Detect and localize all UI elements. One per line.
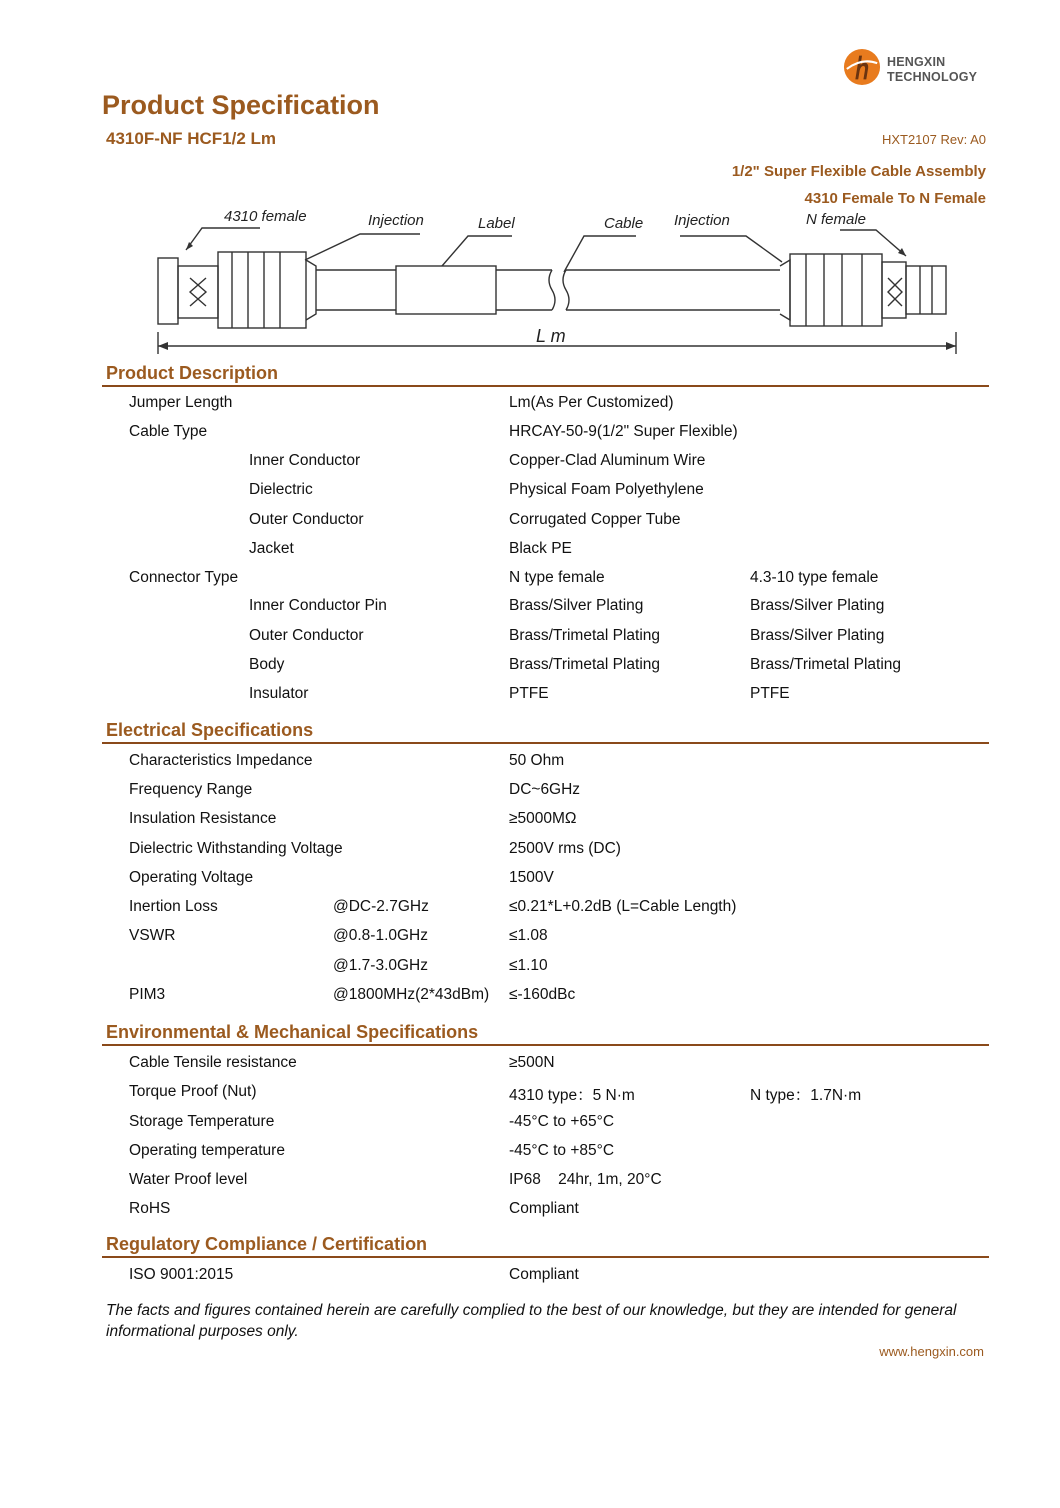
table-row (0, 394, 1060, 423)
spec-name: Dielectric Withstanding Voltage (129, 840, 343, 857)
spec-name: Insulator (249, 685, 309, 702)
cable-break-right (563, 270, 569, 310)
table-row (0, 569, 1060, 598)
model-number: 4310F-NF HCF1/2 Lm (106, 129, 277, 148)
section-title: Electrical Specifications (106, 720, 314, 740)
spec-value: Compliant (509, 1266, 579, 1283)
spec-name: Cable Tensile resistance (129, 1054, 297, 1071)
spec-name: RoHS (129, 1200, 171, 1217)
spec-value: Lm(As Per Customized) (509, 394, 674, 411)
table-row (0, 540, 1060, 569)
table-row (0, 840, 1060, 869)
hengxin-logo-icon (843, 48, 881, 86)
spec-value: 1500V (509, 869, 554, 886)
spec-value: Brass/Trimetal Plating (509, 656, 661, 673)
table-row (0, 627, 1060, 656)
right-connector-body (790, 254, 882, 326)
section-electrical-specifications (102, 718, 989, 744)
table-row (0, 869, 1060, 898)
spec-name: Inner Conductor Pin (249, 597, 387, 614)
spec-name: Characteristics Impedance (129, 752, 313, 769)
cable-break-left (549, 270, 555, 310)
label-sleeve (396, 266, 496, 314)
table-row (0, 597, 1060, 626)
spec-condition: @1.7-3.0GHz (333, 957, 428, 974)
table-row (0, 685, 1060, 714)
spec-value: ≤-160dBc (509, 986, 576, 1003)
spec-value: ≥500N (509, 1054, 555, 1071)
spec-value-2: N type：1.7N·m (750, 1087, 862, 1104)
drawing-label-injection-right: Injection (674, 212, 730, 229)
spec-name: Connector Type (129, 569, 239, 586)
spec-value: 2500V rms (DC) (509, 840, 621, 857)
product-subtitle-2: 4310 Female To N Female (804, 190, 986, 207)
spec-value: Corrugated Copper Tube (509, 511, 681, 528)
drawing-label-n-female: N female (806, 211, 867, 228)
spec-value-2: Brass/Trimetal Plating (750, 656, 902, 673)
table-row (0, 452, 1060, 481)
spec-name: Insulation Resistance (129, 810, 277, 827)
spec-name: Cable Type (129, 423, 208, 440)
section-title: Regulatory Compliance / Certification (106, 1234, 428, 1254)
left-connector-front (158, 258, 178, 324)
section-product-description (102, 361, 989, 387)
spec-condition: @DC-2.7GHz (333, 898, 429, 915)
left-connector-nut (178, 266, 218, 318)
right-injection (780, 260, 790, 320)
drawing-label-4310-female: 4310 female (224, 208, 307, 225)
spec-value: IP68 24hr, 1m, 20°C (509, 1171, 662, 1188)
spec-name: Operating Voltage (129, 869, 254, 886)
spec-name: Inertion Loss (129, 898, 218, 915)
spec-name: PIM3 (129, 986, 166, 1003)
cable-assembly-drawing (150, 200, 970, 360)
spec-name: Jacket (249, 540, 294, 557)
drawing-label-cable: Cable (604, 215, 644, 232)
spec-value: N type female (509, 569, 605, 586)
section-environmental-mechanical (102, 1020, 989, 1046)
table-row (0, 810, 1060, 839)
spec-value-2: Brass/Silver Plating (750, 627, 885, 644)
table-row (0, 957, 1060, 986)
table-row (0, 1142, 1060, 1171)
table-row (0, 1200, 1060, 1229)
page-title: Product Specification (102, 90, 380, 120)
table-row (0, 481, 1060, 510)
spec-value: DC~6GHz (509, 781, 581, 798)
spec-value: 50 Ohm (509, 752, 565, 769)
spec-value: Black PE (509, 540, 572, 557)
spec-name: ISO 9001:2015 (129, 1266, 234, 1283)
spec-value: HRCAY-50-9(1/2" Super Flexible) (509, 423, 738, 440)
spec-value: ≤1.10 (509, 957, 548, 974)
spec-name: Inner Conductor (249, 452, 361, 469)
section-title: Environmental & Mechanical Specifications (106, 1022, 479, 1042)
table-row (0, 1083, 1060, 1112)
spec-value: Brass/Silver Plating (509, 597, 644, 614)
left-connector-body (218, 252, 306, 328)
spec-name: Storage Temperature (129, 1113, 275, 1130)
right-connector-tip (906, 266, 946, 314)
table-row (0, 1113, 1060, 1142)
spec-condition: @1800MHz(2*43dBm) (333, 986, 490, 1003)
table-row (0, 752, 1060, 781)
table-row (0, 927, 1060, 956)
table-row (0, 1054, 1060, 1083)
right-connector-hex (882, 262, 906, 318)
table-row (0, 423, 1060, 452)
spec-value: -45°C to +65°C (509, 1113, 615, 1130)
website-link[interactable]: www.hengxin.com (879, 1344, 984, 1359)
spec-name: Water Proof level (129, 1171, 248, 1188)
spec-value: Compliant (509, 1200, 579, 1217)
drawing-label-injection-left: Injection (368, 212, 424, 229)
spec-name: Dielectric (249, 481, 313, 498)
disclaimer-text: The facts and figures contained herein are carefully complied to the best of our knowledge, but they are intended for general informational purposes only. (106, 1302, 957, 1340)
spec-name: Jumper Length (129, 394, 233, 411)
table-row (0, 986, 1060, 1015)
spec-name: VSWR (129, 927, 176, 944)
table-row (0, 1171, 1060, 1200)
spec-name: Frequency Range (129, 781, 253, 798)
spec-value-2: PTFE (750, 685, 790, 702)
table-row (0, 1266, 1060, 1295)
spec-name: Outer Conductor (249, 511, 364, 528)
spec-value: PTFE (509, 685, 549, 702)
spec-value: Copper-Clad Aluminum Wire (509, 452, 706, 469)
section-title: Product Description (106, 363, 279, 383)
spec-name: Body (249, 656, 285, 673)
section-regulatory-compliance (102, 1232, 989, 1258)
spec-value: Physical Foam Polyethylene (509, 481, 704, 498)
table-row (0, 656, 1060, 685)
logo-line-1: HENGXIN (887, 55, 946, 69)
spec-value: -45°C to +85°C (509, 1142, 615, 1159)
table-row (0, 781, 1060, 810)
spec-value: ≤0.21*L+0.2dB (L=Cable Length) (509, 898, 737, 915)
drawing-label-length: L m (536, 326, 566, 346)
product-subtitle-1: 1/2" Super Flexible Cable Assembly (731, 163, 986, 180)
spec-value: ≥5000MΩ (509, 810, 577, 827)
spec-name: Operating temperature (129, 1142, 285, 1159)
table-row (0, 511, 1060, 540)
spec-name: Outer Conductor (249, 627, 364, 644)
document-revision: HXT2107 Rev: A0 (881, 132, 986, 147)
logo-line-2: TECHNOLOGY (887, 70, 978, 84)
spec-value: 4310 type：5 N·m (509, 1087, 635, 1104)
drawing-label-label: Label (478, 215, 515, 232)
company-logo-text (887, 55, 977, 85)
spec-value: ≤1.08 (509, 927, 548, 944)
spec-condition: @0.8-1.0GHz (333, 927, 428, 944)
spec-value: Brass/Trimetal Plating (509, 627, 661, 644)
table-row (0, 898, 1060, 927)
left-injection (306, 260, 316, 320)
spec-value-2: 4.3-10 type female (750, 569, 879, 586)
spec-name: Torque Proof (Nut) (129, 1083, 257, 1100)
spec-value-2: Brass/Silver Plating (750, 597, 885, 614)
